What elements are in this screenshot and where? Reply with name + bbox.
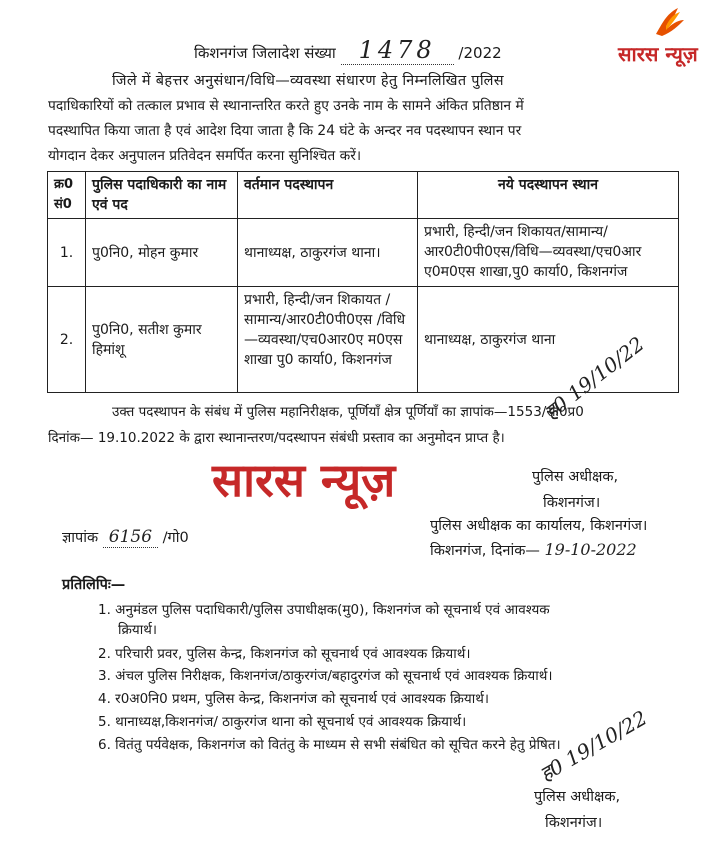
brand-logo [614,4,718,64]
intro-line-3: पदस्थापित किया जाता है एवं आदेश दिया जाता है कि 24 घंटे के अन्दर नव पदस्थापन स्थान पर [48,123,522,139]
memo-number: 6156 [103,527,158,548]
memo-suffix: /गो0 [162,530,189,546]
signature-top-place: किशनगंज। [543,495,601,511]
cell-serial: 2. [48,287,86,393]
intro-line-2: पदाधिकारियों को तत्काल प्रभाव से स्थानान्तरित करते हुए उनके नाम के सामने अंकित प्रतिष्ठान में [48,98,524,114]
copies-item: 2. परिचारी प्रवर, पुलिस केन्द्र, किशनगंज को सूचनार्थ एवं आवश्यक क्रियार्थ। [98,646,471,662]
signature-bottom-place: किशनगंज। [545,815,603,831]
signature-bottom-designation: पुलिस अधीक्षक, [534,789,621,805]
copies-item: 6. वितंतु पर्यवेक्षक, किशनगंज को वितंतु के माध्यम से सभी संबंधित को सूचित करने हेतु प्रेषित। [98,737,561,753]
copies-item: 4. र0अ0नि0 प्रथम, पुलिस केन्द्र, किशनगंज को सूचनार्थ एवं आवश्यक क्रियार्थ। [98,691,489,707]
cell-new-posting: प्रभारी, हिन्दी/जन शिकायत/सामान्य/ आर0टी0पी0एस/विधि—व्यवस्था/एच0आर ए0म0एस शाखा,पु0 कार्या0, किशनगंज [418,219,679,287]
header-new-posting: नये पदस्थापन स्थान [418,172,679,219]
cell-serial: 1. [48,219,86,287]
posting-table [47,171,679,393]
cell-current-posting: प्रभारी, हिन्दी/जन शिकायत /सामान्य/आर0टी0पी0एस /विधि—व्यवस्था/एच0आर0ए म0एस शाखा पु0 कार्या0, किशनगंज [238,287,418,393]
intro-line-4: योगदान देकर अनुपालन प्रतिवेदन समर्पित करना सुनिश्चित करें। [48,148,362,164]
order-year: /2022 [458,44,502,62]
signature-top-designation: पुलिस अधीक्षक, [532,469,619,485]
memo-line [62,527,189,547]
order-header [194,36,502,64]
memo-label: ज्ञापांक [62,530,99,546]
brand-logo-text: सारस न्यूज़ [618,42,698,66]
bird-logo-icon [648,4,688,40]
memo-office: पुलिस अधीक्षक का कार्यालय, किशनगंज। [430,518,648,534]
table-header-row [48,172,679,219]
copies-item: 3. अंचल पुलिस निरीक्षक, किशनगंज/ठाकुरगंज/बहादुरगंज को सूचनार्थ एवं आवश्यक क्रियार्थ। [98,668,553,684]
copies-title: प्रतिलिपिः— [62,577,126,593]
reference-line-1: उक्त पदस्थापन के संबंध में पुलिस महानिरीक्षक, पूर्णियाँ क्षेत्र पूर्णियाँ का ज्ञापांक—1553/सा0प्र0 [112,404,584,420]
copies-item: 1. अनुमंडल पुलिस पदाधिकारी/पुलिस उपाधीक्षक(मु0), किशनगंज को सूचनार्थ एवं आवश्यक [98,602,550,618]
header-serial: क्र0 सं0 [48,172,86,219]
memo-date-line [430,540,637,560]
header-officer: पुलिस पदाधिकारी का नाम एवं पद [86,172,238,219]
cell-officer: पु0नि0, सतीश कुमार हिमांशू [86,287,238,393]
order-prefix: किशनगंज जिलादेश संख्या [194,44,336,62]
header-current-posting: वर्तमान पदस्थापन [238,172,418,219]
table-row [48,219,679,287]
copies-item: क्रियार्थ। [118,622,157,638]
cell-current-posting: थानाध्यक्ष, ठाकुरगंज थाना। [238,219,418,287]
copies-item: 5. थानाध्यक्ष,किशनगंज/ ठाकुरगंज थाना को सूचनार्थ एवं आवश्यक क्रियार्थ। [98,714,467,730]
cell-officer: पु0नि0, मोहन कुमार [86,219,238,287]
watermark-text: सारस न्यूज़ [212,453,396,507]
intro-line-1: जिले में बेहत्तर अनुसंधान/विधि—व्यवस्था संधारण हेतु निम्नलिखित पुलिस [112,73,504,89]
signature-bottom: ह0 19/10/22 [535,705,652,787]
signature-top: ह0 19/10/22 [539,331,649,425]
memo-date-value: 19-10-2022 [544,540,637,559]
order-number: 1478 [341,36,454,65]
cell-new-posting: थानाध्यक्ष, ठाकुरगंज थाना [418,287,679,393]
reference-line-2: दिनांक— 19.10.2022 के द्वारा स्थानान्तरण/पदस्थापन संबंधी प्रस्ताव का अनुमोदन प्राप्त है। [48,430,505,446]
memo-date-label: किशनगंज, दिनांक— [430,543,540,559]
